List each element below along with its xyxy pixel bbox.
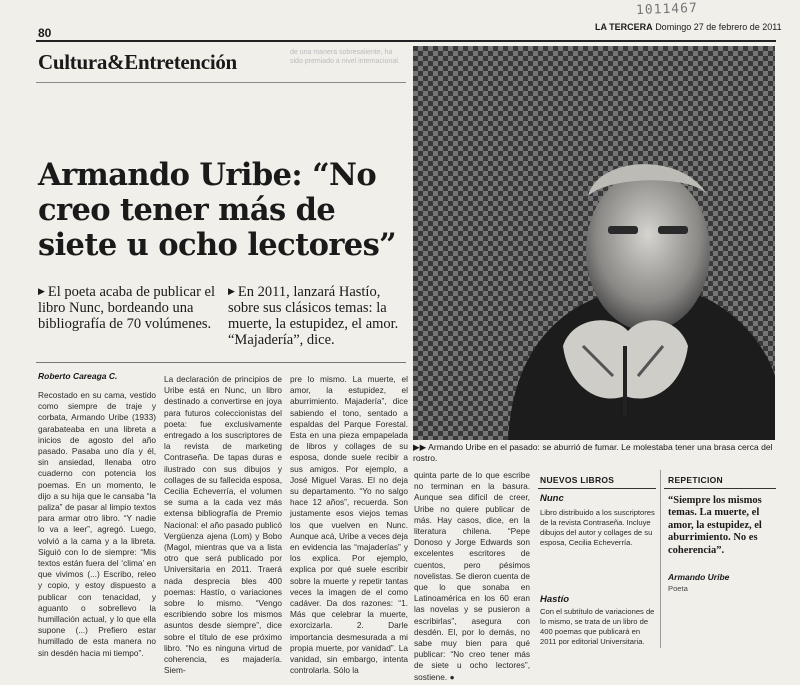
newspaper-name: LA TERCERA	[595, 22, 653, 32]
repeticion-rule	[664, 488, 776, 489]
sidebar-divider	[660, 470, 661, 648]
quote-author: Armando Uribe	[668, 572, 730, 582]
page-number: 80	[38, 26, 52, 40]
photo-caption	[413, 442, 777, 464]
section-rule	[36, 82, 406, 83]
book-title-hastio: Hastío	[540, 594, 570, 605]
book-description-nunc: Libro distribuido a los suscriptores de la revista Contraseña. Incluye dibujos del autor y collages de su esposa, Cecilia Echeverría.	[540, 508, 655, 547]
nuevos-libros-rule	[538, 488, 656, 489]
section-title: Cultura&Entretención	[38, 50, 237, 74]
nuevos-libros-heading: NUEVOS LIBROS	[540, 475, 615, 485]
deck-right-text: En 2011, lanzará Hastío, sobre sus clásicos temas: la muerte, la estupidez, el amor. “Majadería”, dice.	[228, 284, 399, 348]
deck-left-text: El poeta acaba de publicar el libro Nunc, bordeando una bibliografía de 70 volúmenes.	[38, 284, 215, 332]
repeticion-heading: REPETICION	[668, 475, 723, 485]
body-column-4: quinta parte de lo que escribe no terminan en la basura. Aunque sea difícil de creer, Uribe no quiere publicar de más. Hay casos, dice, en la literatura chilena. “Pepe Donoso y Jorge Edwards son excelentes escritores de cuentos, pero pésimos novelistas. Se dieron cuenta de que lo que sonaba en Latinoamérica en los 60 eran las novelas y se pusieron a escribirlas”, asegura con desdén. El, por lo demás, no sabe muy bien para qué publicar: “No creo tener más de siete u ocho lectores”, sostiene. ●	[414, 470, 530, 682]
body-column-3: pre lo mismo. La muerte, el amor, la estupidez, el aburrimiento. Majadería”, dice sabiendo el tono, sentado a espaldas del Parque Forestal. Esta en una pieza empapelada de libros y collages de su esposa, donde suele recibir a sus amigos. Por ejemplo, a José Miguel Varas. El no deja su departamento. “Yo no salgo hace 12 años”, recuerda. Son justamente esos viejos temas los que vuelven en Nunc. Aunque acá, Uribe a veces deja en evidencia las “majaderías” y los explica. Por ejemplo, explica por qué suele escribir sobre la muerte y repetir tantas veces la imagen de el como cadáver. Da dos razones: “1. Más que celebrar la muerte, exorcizarla. 2. Darle importancia desmesurada a mi propia muerte, por vanidad”. La vanidad, sin embargo, intenta controlarla. Sólo la	[290, 374, 408, 676]
handwritten-note: 1011467	[635, 0, 699, 19]
book-title-nunc: Nunc	[540, 493, 564, 504]
triangle-bullet-icon: ▶	[228, 286, 235, 296]
book-description-hastio: Con el subtítulo de variaciones de lo mismo, se trata de un libro de 400 poemas que publicará en 2011 por editorial Universitaria.	[540, 607, 655, 646]
issue-date: Domingo 27 de febrero de 2011	[655, 22, 782, 32]
headline: Armando Uribe: “No creo tener más de siete u ocho lectores”	[38, 157, 397, 263]
body-column-2: La declaración de principios de Uribe está en Nunc, un libro destinado a convertirse en joya para futuros coleccionistas del poeta: fue exclusivamente entregado a los suscriptores de la revista de marketing Contraseña. De tapas duras e ilustrado con sus dibujos y collages de su fallecida esposa, Cecilia Echeverría, el volumen se suma a la cada vez más extensa bibliografía de Premio Nacional: el año pasado publicó Vergüenza ajena (Lom) y Bobo (Magol, mientras que va a lista otro que será publicado por Universitaria en 2011. Traerá nada desprecia bles 400 poemas: Hastío, o variaciones sobre lo mismo. “Vengo escribiendo sobre los mismos asuntos desde siempre”, dice sobre el título de ese próximo libro. “No es ninguna virtud de coherencia, es majadería. Siem-	[164, 374, 282, 676]
portrait-photo	[413, 46, 775, 440]
masthead	[595, 22, 782, 32]
body-column-1: Recostado en su cama, vestido como siempre de traje y corbata, Armando Uribe (1933) garabateaba en una libreta a inicios de agosto del año pasado. Pasaba uno día y él, sin ansiedad, llenaba otro cuaderno con potencia los poemas. En un momento, le dijo a su hija que le cansaba “la paliza” de pasar al limpio textos para armar otro libro. “Y nadie lo va a leer”, agregó. Luego, volvió a la cama y a la libreta. Siguió con lo de siempre: “Mis textos están fuera del ‘clima’ en que vivimos (...) Escribo, releo y copio, y estoy dispuesto a publicar con tenacidad, y aguanto o sobrellevo la humillación actual, y lo que ella supone (...) Prefiero estar humillado de esta manera no sin desdén hacia mi tiempo”.	[38, 390, 156, 658]
byline: Roberto Careaga C.	[38, 371, 118, 381]
deck-right	[228, 283, 404, 348]
caption-text: Armando Uribe en el pasado: se aburrió de fumar. Le molestaba tener una brasa cerca del rostro.	[413, 442, 773, 463]
halftone-portrait-icon	[413, 46, 775, 440]
quote-role: Poeta	[668, 584, 688, 593]
bleed-through-text: de una manera sobresaliente, ha sido premiado a nivel internacional.	[290, 49, 400, 65]
triangle-bullet-icon: ▶	[38, 286, 45, 296]
deck-rule	[36, 362, 406, 363]
pull-quote: “Siempre los mismos temas. La muerte, el amor, la estupidez, el aburrimiento. No es coherencia”.	[668, 495, 762, 556]
top-rule	[36, 40, 776, 42]
deck-left	[38, 283, 218, 332]
double-triangle-icon: ▶▶	[413, 442, 429, 452]
